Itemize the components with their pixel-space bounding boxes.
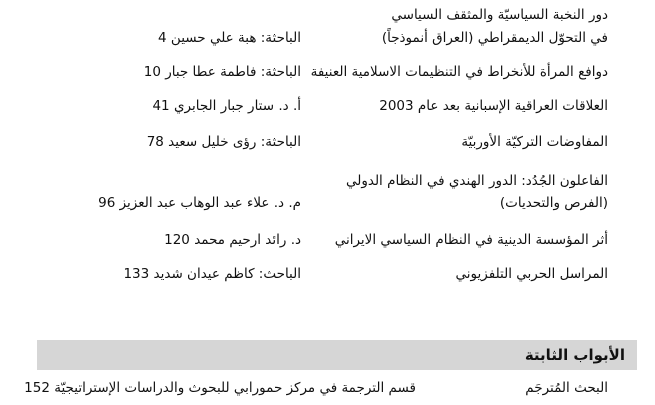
entry-title-line: دوافع المرأة للأنخراط في التنظيمات الاسلامية العنيفة xyxy=(310,64,608,80)
entry-title-line: البحث المُترجَم xyxy=(525,380,608,396)
section-header-bar xyxy=(37,340,637,370)
entry-title-line: الفاعلون الجُدُد: الدور الهندي في النظام الدولي xyxy=(345,173,608,189)
entry-title-line: في التحوّل الديمقراطي (العراق أنموذجاً) xyxy=(381,30,608,46)
entry-author-page: د. رائد ارحيم محمد 120 xyxy=(164,232,301,248)
entry-title-line: أثر المؤسسة الدينية في النظام السياسي الايراني xyxy=(334,232,608,248)
entry-author-page: الباحث: كاظم عيدان شديد 133 xyxy=(123,266,301,282)
entry-author-page: الباحثة: فاطمة عطا جبار 10 xyxy=(143,64,301,80)
section-title: الأبواب الثابتة xyxy=(524,346,625,364)
entry-author-page: أ. د. ستار جبار الجابري 41 xyxy=(152,98,301,114)
entry-author-page: م. د. علاء عبد الوهاب عبد العزيز 96 xyxy=(98,195,301,211)
entry-title-line: المراسل الحربي التلفزيوني xyxy=(455,266,608,282)
entry-title-line: المفاوضات التركيّة الأوربيّة xyxy=(461,134,608,150)
entry-title-line: دور النخبة السياسيّة والمثقف السياسي xyxy=(391,7,608,23)
entry-title-line: العلاقات العراقية الإسبانية بعد عام 2003 xyxy=(379,98,608,114)
entry-author-page: قسم الترجمة في مركز حمورابي للبحوث والدراسات الإستراتيجيّة 152 xyxy=(24,380,416,396)
entry-author-page: الباحثة: رؤى خليل سعيد 78 xyxy=(146,134,301,150)
entry-title-line: (الفرص والتحديات) xyxy=(499,195,608,211)
entry-author-page: الباحثة: هبة علي حسين 4 xyxy=(158,30,301,46)
